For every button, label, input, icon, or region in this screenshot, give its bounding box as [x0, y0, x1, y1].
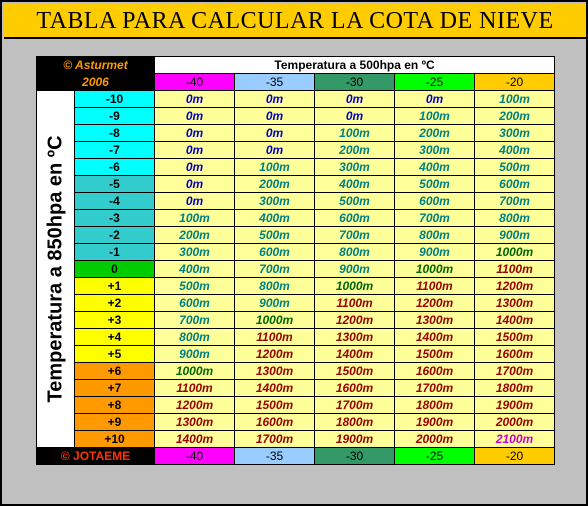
snow-level-cell: 1800m — [395, 397, 475, 414]
snow-level-cell: 200m — [315, 142, 395, 159]
snow-level-cell: 400m — [235, 210, 315, 227]
table-row — [37, 125, 555, 142]
snow-level-cell: 1800m — [475, 380, 555, 397]
snow-level-cell: 100m — [315, 125, 395, 142]
snow-level-cell: 500m — [315, 193, 395, 210]
snow-level-cell: 0m — [155, 159, 235, 176]
row-header: -10 — [75, 91, 155, 108]
snow-level-cell: 2000m — [475, 414, 555, 431]
row-header: +4 — [75, 329, 155, 346]
table-row — [37, 108, 555, 125]
snow-level-cell: 0m — [235, 142, 315, 159]
table-row — [37, 261, 555, 278]
snow-level-cell: 0m — [315, 108, 395, 125]
snow-level-cell: 1100m — [235, 329, 315, 346]
row-header: +2 — [75, 295, 155, 312]
table-row — [37, 176, 555, 193]
snow-level-cell: 1600m — [475, 346, 555, 363]
snow-level-cell: 900m — [235, 295, 315, 312]
snow-level-cell: 1700m — [315, 397, 395, 414]
snow-level-cell: 500m — [475, 159, 555, 176]
row-header: -5 — [75, 176, 155, 193]
snow-level-cell: 400m — [315, 176, 395, 193]
row-header: -2 — [75, 227, 155, 244]
table-row — [37, 431, 555, 448]
snow-level-cell: 1300m — [315, 329, 395, 346]
snow-level-cell: 1800m — [315, 414, 395, 431]
footer-row — [37, 448, 555, 465]
table-row — [37, 414, 555, 431]
column-label-row — [37, 74, 555, 91]
row-header: +5 — [75, 346, 155, 363]
snow-level-cell: 900m — [155, 346, 235, 363]
snow-level-cell: 300m — [315, 159, 395, 176]
snow-level-cell: 1100m — [155, 380, 235, 397]
table-row — [37, 295, 555, 312]
snow-level-cell: 400m — [155, 261, 235, 278]
snow-level-cell: 800m — [155, 329, 235, 346]
row-header: +10 — [75, 431, 155, 448]
table-row — [37, 91, 555, 108]
snow-level-cell: 1600m — [315, 380, 395, 397]
snow-level-cell: 1900m — [315, 431, 395, 448]
snow-level-cell: 1900m — [395, 414, 475, 431]
table-row — [37, 210, 555, 227]
column-header: -20 — [475, 74, 555, 91]
row-header: -3 — [75, 210, 155, 227]
table-row — [37, 397, 555, 414]
snow-level-cell: 0m — [235, 125, 315, 142]
snow-level-cell: 0m — [235, 108, 315, 125]
table-row — [37, 329, 555, 346]
snow-level-cell: 1500m — [315, 363, 395, 380]
snow-level-cell: 400m — [395, 159, 475, 176]
snow-level-cell: 1300m — [155, 414, 235, 431]
snow-level-cell: 0m — [155, 193, 235, 210]
snow-level-cell: 600m — [155, 295, 235, 312]
row-header: +8 — [75, 397, 155, 414]
row-header: +1 — [75, 278, 155, 295]
row-header: +9 — [75, 414, 155, 431]
snow-level-cell: 400m — [475, 142, 555, 159]
table-row — [37, 142, 555, 159]
snow-level-cell: 600m — [235, 244, 315, 261]
snow-level-cell: 0m — [155, 91, 235, 108]
snow-level-cell: 100m — [235, 159, 315, 176]
snow-level-cell: 0m — [155, 176, 235, 193]
snow-level-cell: 1400m — [395, 329, 475, 346]
snow-level-cell: 0m — [155, 125, 235, 142]
snow-level-cell: 1500m — [395, 346, 475, 363]
snow-level-cell: 1100m — [475, 261, 555, 278]
snow-level-cell: 1600m — [235, 414, 315, 431]
table-row — [37, 159, 555, 176]
row-heading — [37, 91, 75, 448]
snow-level-cell: 0m — [155, 108, 235, 125]
snow-level-cell: 1200m — [395, 295, 475, 312]
snow-level-cell: 1400m — [315, 346, 395, 363]
snow-level-cell: 600m — [395, 193, 475, 210]
snow-level-cell: 1400m — [155, 431, 235, 448]
table-row — [37, 363, 555, 380]
snow-level-cell: 0m — [155, 142, 235, 159]
snow-level-cell: 900m — [475, 227, 555, 244]
table-row — [37, 193, 555, 210]
snow-level-cell: 500m — [235, 227, 315, 244]
snow-level-cell: 1300m — [395, 312, 475, 329]
row-header: -1 — [75, 244, 155, 261]
row-header: +6 — [75, 363, 155, 380]
table-row — [37, 312, 555, 329]
snow-level-cell: 1400m — [235, 380, 315, 397]
snow-level-cell: 1200m — [235, 346, 315, 363]
table-row — [37, 227, 555, 244]
row-header: -7 — [75, 142, 155, 159]
snow-level-cell: 300m — [475, 125, 555, 142]
snow-level-cell: 300m — [235, 193, 315, 210]
column-footer: -20 — [475, 448, 555, 465]
snow-level-cell: 800m — [475, 210, 555, 227]
snow-level-cell: 1200m — [155, 397, 235, 414]
row-header: -6 — [75, 159, 155, 176]
snow-level-cell: 1000m — [235, 312, 315, 329]
snow-level-cell: 1100m — [315, 295, 395, 312]
snow-level-cell: 1300m — [235, 363, 315, 380]
snow-level-cell: 300m — [395, 142, 475, 159]
snow-level-cell: 2000m — [395, 431, 475, 448]
brand-year: 2006 — [37, 74, 155, 91]
snow-level-cell: 900m — [395, 244, 475, 261]
snow-level-cell: 1100m — [395, 278, 475, 295]
snow-level-cell: 0m — [395, 91, 475, 108]
snow-level-cell: 700m — [235, 261, 315, 278]
snow-level-cell: 200m — [235, 176, 315, 193]
column-footer: -30 — [315, 448, 395, 465]
snow-level-cell: 200m — [475, 108, 555, 125]
snow-level-cell: 900m — [315, 261, 395, 278]
column-header: -35 — [235, 74, 315, 91]
row-header: -8 — [75, 125, 155, 142]
row-header: +7 — [75, 380, 155, 397]
snow-level-cell: 200m — [395, 125, 475, 142]
table-row — [37, 244, 555, 261]
snow-level-cell: 1700m — [395, 380, 475, 397]
snow-level-cell: 800m — [395, 227, 475, 244]
column-footer: -35 — [235, 448, 315, 465]
snow-level-cell: 1000m — [475, 244, 555, 261]
snow-level-cell: 100m — [395, 108, 475, 125]
snow-level-cell: 700m — [315, 227, 395, 244]
column-header: -25 — [395, 74, 475, 91]
row-header: -9 — [75, 108, 155, 125]
row-header: +3 — [75, 312, 155, 329]
snow-level-cell: 600m — [315, 210, 395, 227]
snow-level-cell: 0m — [315, 91, 395, 108]
snow-level-cell: 1500m — [235, 397, 315, 414]
brand-top: © Asturmet — [37, 57, 155, 74]
snow-level-cell: 1300m — [475, 295, 555, 312]
snow-level-cell: 1000m — [155, 363, 235, 380]
snow-level-cell: 600m — [475, 176, 555, 193]
snow-level-cell: 500m — [395, 176, 475, 193]
snow-level-cell: 700m — [395, 210, 475, 227]
row-header: -4 — [75, 193, 155, 210]
snow-level-cell: 1500m — [475, 329, 555, 346]
snow-level-cell: 1900m — [475, 397, 555, 414]
snow-level-cell: 200m — [155, 227, 235, 244]
snow-level-cell: 800m — [235, 278, 315, 295]
column-footer: -25 — [395, 448, 475, 465]
snow-level-cell: 1400m — [475, 312, 555, 329]
row-heading-text: Temperatura a 850hpa en ºC — [44, 135, 66, 403]
snow-level-cell: 800m — [315, 244, 395, 261]
snow-level-cell: 300m — [155, 244, 235, 261]
column-header: -40 — [155, 74, 235, 91]
snow-level-cell: 1200m — [315, 312, 395, 329]
table-row — [37, 278, 555, 295]
snow-level-table — [36, 56, 555, 465]
snow-level-cell: 1000m — [395, 261, 475, 278]
snow-level-cell: 700m — [475, 193, 555, 210]
snow-level-cell: 500m — [155, 278, 235, 295]
snow-level-cell: 1700m — [235, 431, 315, 448]
brand-bottom: © JOTAEME — [37, 448, 155, 465]
snow-level-cell: 0m — [235, 91, 315, 108]
column-header: -30 — [315, 74, 395, 91]
snow-level-cell: 1000m — [315, 278, 395, 295]
snow-level-cell: 100m — [155, 210, 235, 227]
column-heading: Temperatura a 500hpa en ºC — [155, 57, 555, 74]
snow-level-cell: 1200m — [475, 278, 555, 295]
snow-level-cell: 700m — [155, 312, 235, 329]
page-title: TABLA PARA CALCULAR LA COTA DE NIEVE — [4, 4, 586, 39]
row-header: 0 — [75, 261, 155, 278]
table-row — [37, 346, 555, 363]
column-footer: -40 — [155, 448, 235, 465]
table-row — [37, 380, 555, 397]
snow-level-cell: 100m — [475, 91, 555, 108]
snow-level-cell: 1700m — [475, 363, 555, 380]
header-row — [37, 57, 555, 74]
snow-level-cell: 2100m — [475, 431, 555, 448]
snow-level-cell: 1600m — [395, 363, 475, 380]
